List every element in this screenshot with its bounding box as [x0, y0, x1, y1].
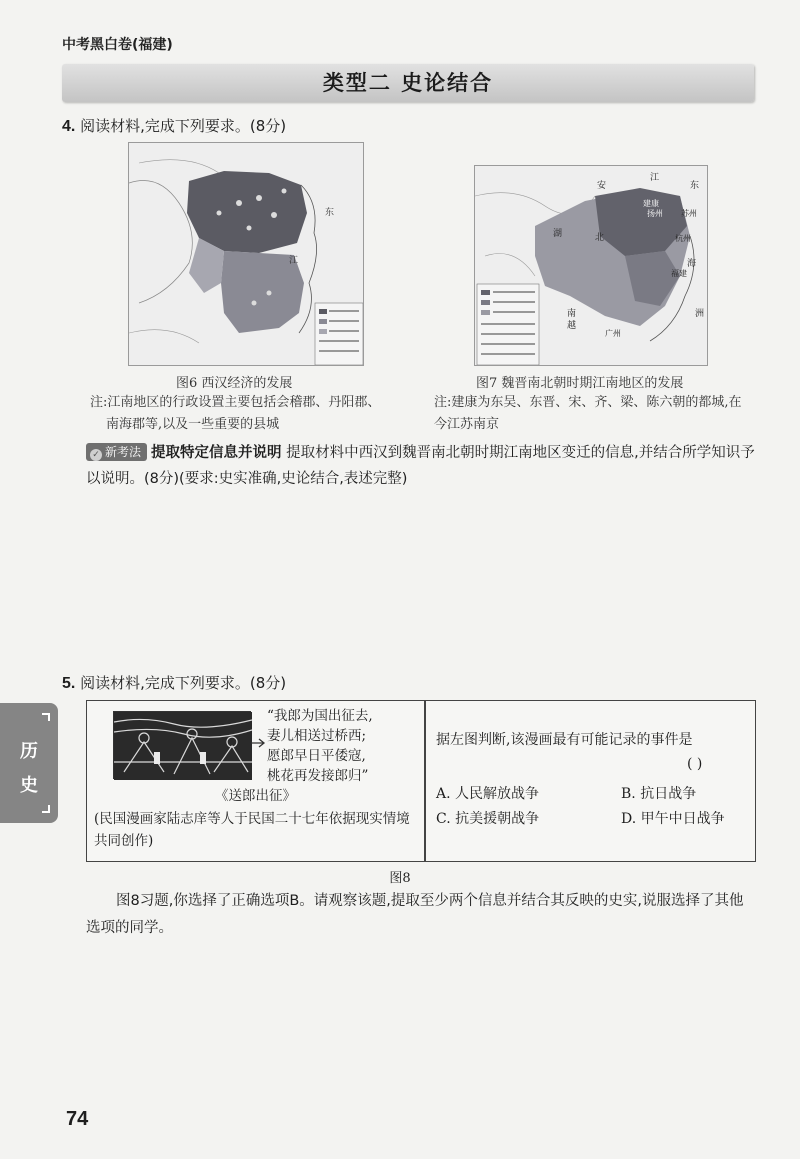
option-b: B. 抗日战争 — [621, 786, 697, 802]
map-label: 建康 — [643, 199, 659, 208]
task-bold: 提取特定信息并说明 — [151, 445, 282, 461]
book-title: 中考黑白卷(福建) — [62, 37, 173, 53]
page-number: 74 — [66, 1108, 89, 1130]
arrow-icon — [251, 737, 267, 749]
map-label: 越 — [567, 321, 577, 331]
note-line: 注:建康为东吴、东晋、宋、齐、梁、陈六朝的都城,在 — [434, 395, 742, 410]
poem — [267, 706, 373, 786]
option-c: C. 抗美援朝战争 — [436, 811, 540, 827]
q5-question: 据左图判断,该漫画最有可能记录的事件是 — [436, 732, 693, 748]
map-label: 洲 — [695, 309, 705, 319]
question-number: 5. — [62, 675, 76, 692]
map-label: 湖 — [553, 229, 563, 239]
side-tab-char: 历 — [20, 741, 38, 762]
section-title: 类型二 史论结合 — [62, 64, 754, 102]
note-line: 南海郡等,以及一些重要的县城 — [106, 417, 280, 432]
map-label: 海 — [687, 259, 697, 269]
map-label: 东 — [690, 181, 700, 191]
question-5-task: 图8习题,你选择了正确选项B。请观察该题,提取至少两个信息并结合其反映的史实,说服选择了其他选项的同学。 — [86, 893, 744, 936]
map-label: 苏州 — [681, 209, 697, 218]
poem-line: 桃花再发接郎归” — [267, 768, 369, 784]
option-a: A. 人民解放战争 — [436, 786, 540, 802]
map-label: 广州 — [605, 329, 621, 338]
artwork-title: 《送郎出征》 — [215, 788, 296, 804]
question-5-head — [62, 672, 286, 693]
poem-line: 妻儿相送过桥西; — [267, 728, 367, 744]
map-label: 江 — [650, 173, 660, 183]
question-prompt: 阅读材料,完成下列要求。(8分) — [80, 674, 287, 692]
note-line: 今江苏南京 — [434, 417, 500, 432]
question-number: 4. — [62, 118, 76, 135]
question-5-box — [86, 700, 756, 862]
poem-line: “我郎为国出征去, — [267, 708, 373, 724]
figure-8-caption: 图8 — [389, 871, 411, 886]
map-label: 扬州 — [647, 209, 663, 218]
question-prompt: 阅读材料,完成下列要求。(8分) — [80, 117, 287, 135]
map-label: 北 — [595, 233, 605, 243]
map-label: 东 — [325, 208, 335, 218]
option-d: D. 甲午中日战争 — [621, 811, 725, 827]
note-line: 注:江南地区的行政设置主要包括会稽郡、丹阳郡、 — [90, 395, 381, 410]
figure-7-note — [434, 392, 742, 436]
side-tab-char: 史 — [20, 775, 38, 796]
answer-blank: ( ) — [687, 756, 703, 772]
map-label: 南 — [567, 309, 577, 319]
figure-7-map — [474, 165, 708, 366]
map-label: 福建 — [671, 269, 687, 278]
figure-6-map — [128, 142, 364, 366]
subject-side-tab — [0, 703, 58, 823]
poem-line: 愿郎早日平倭寇, — [267, 748, 366, 764]
figure-6-caption: 图6 西汉经济的发展 — [176, 376, 293, 391]
map-label: 杭州 — [675, 234, 691, 243]
woodcut-image — [113, 711, 251, 779]
map-label: 安 — [597, 181, 607, 191]
task-text: 提取材料中西汉到魏晋南北朝时期江南地区变迁的信息,并结合所学知识予以说明。(8分)(要求:史实准确,史论结合,表述完整) — [86, 445, 755, 487]
new-method-badge: ✓ 新考法 — [86, 443, 147, 461]
lightbulb-icon: ✓ — [90, 449, 102, 461]
map-label: 江 — [289, 256, 299, 266]
question-4-task — [86, 440, 756, 492]
artwork-note: (民国漫画家陆志庠等人于民国二十七年依据现实情境共同创作) — [94, 811, 410, 849]
figure-7-caption: 图7 魏晋南北朝时期江南地区的发展 — [476, 376, 684, 391]
figure-6-note — [90, 392, 380, 436]
question-4-head — [62, 115, 286, 136]
